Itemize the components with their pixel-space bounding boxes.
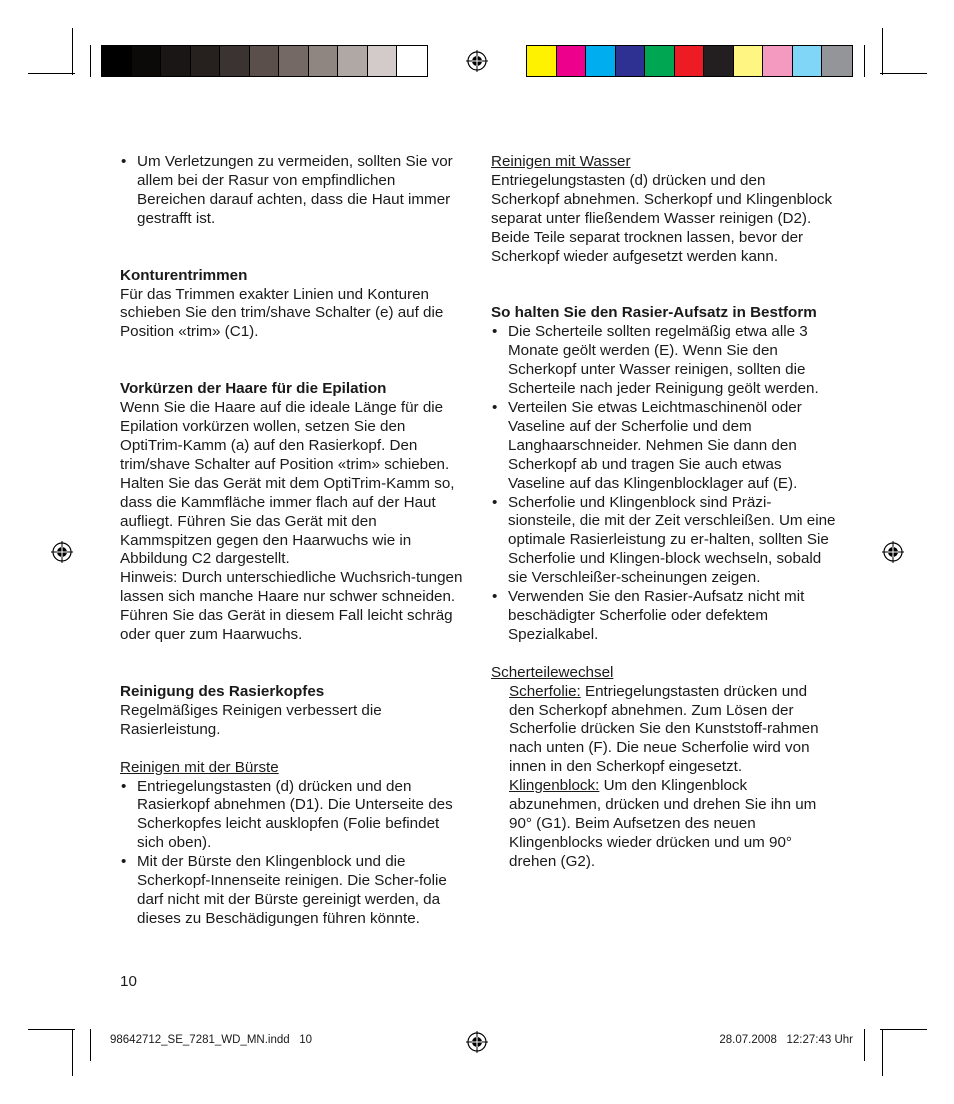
list-item: • Entriegelungstasten (d) drücken und den Rasierkopf abnehmen (D1). Die Unterseite des Scherkopfes leicht ausklopfen (Folie befindet sich oben).	[120, 778, 465, 854]
registration-mark-icon	[882, 541, 904, 563]
underlined-subheading: Scherteilewechsel	[491, 663, 614, 681]
list-item: • Die Scherteile sollten regelmäßig etwa alle 3 Monate geölt werden (E). Wenn Sie den Scherkopf unter Wasser reinigen, sollten die Scherteile nach jeder Reinigung geölt werden.	[491, 323, 836, 399]
subheading-brush	[120, 759, 465, 778]
color-swatch	[338, 46, 368, 76]
slug-file: 98642712_SE_7281_WD_MN.indd 10	[110, 1034, 313, 1046]
color-swatch	[220, 46, 250, 76]
color-swatch	[557, 46, 587, 76]
color-swatch	[645, 46, 675, 76]
registration-mark-icon	[466, 1031, 488, 1053]
crop-mark	[880, 1029, 927, 1030]
list-item: • Um Verletzungen zu vermeiden, sollten Sie vor allem bei der Rasur von empfindlichen Bereichen darauf achten, dass die Haut immer gestrafft ist.	[120, 153, 465, 229]
section-heading-cleaning: Reinigung des Rasierkopfes	[120, 682, 325, 700]
color-swatch	[704, 46, 734, 76]
color-swatch	[675, 46, 705, 76]
grayscale-color-bar	[101, 45, 428, 77]
color-swatch	[102, 46, 132, 76]
color-swatch	[132, 46, 162, 76]
crop-mark	[28, 1029, 75, 1030]
paragraph: Wenn Sie die Haare auf die ideale Länge für die Epilation vorkürzen wollen, setzen Sie den OptiTrim-Kamm (a) auf den Rasierkopf. Den trim/shave Schalter auf Position «trim» schieben.	[120, 399, 450, 473]
crop-mark	[72, 28, 73, 75]
page-number: 10	[120, 973, 137, 990]
section-heading-care: So halten Sie den Rasier-Aufsatz in Bestform	[491, 304, 817, 322]
section-heading-epilation: Vorkürzen der Haare für die Epilation	[120, 380, 387, 398]
crop-mark	[864, 45, 865, 77]
crop-mark	[864, 1029, 865, 1061]
paragraph: Entriegelungstasten (d) drücken und den Scherkopf abnehmen. Scherkopf und Klingenblock separat unter fließendem Wasser reinigen (D2). Beide Teile separat trocknen lassen, bevor der Scherkopf wieder aufgesetzt werden kann.	[491, 171, 833, 265]
color-swatch	[191, 46, 221, 76]
crop-mark	[880, 73, 927, 74]
crop-mark	[90, 45, 91, 77]
underlined-subheading: Reinigen mit der Bürste	[120, 758, 279, 776]
paragraph: Halten Sie das Gerät mit dem OptiTrim-Kamm so, dass die Kammfläche immer flach auf der Haut aufliegt. Führen Sie das Gerät mit den Kammspitzen gegen den Haarwuchs wie in Abbildung C2 dargestellt.	[120, 474, 455, 568]
crop-mark	[882, 28, 883, 75]
crop-mark	[882, 1029, 883, 1076]
label-block: Klingenblock:	[509, 777, 600, 795]
section-heading-contour: Konturentrimmen	[120, 266, 248, 284]
list-item: • Verwenden Sie den Rasier-Aufsatz nicht mit beschädigter Scherfolie oder defektem Spezialkabel.	[491, 588, 836, 645]
brush-list	[120, 778, 465, 929]
right-column	[491, 153, 836, 872]
list-item: • Scherfolie und Klingenblock sind Präzi-sionsteile, die mit der Zeit verschleißen. Um eine optimale Rasierleistung zu er-halten, sollten Sie Scherfolie und Klingen-block wechseln, sobald sie Verschleißer-scheinungen zeigen.	[491, 494, 836, 589]
color-swatch	[309, 46, 339, 76]
crop-mark	[72, 1029, 73, 1076]
color-swatch	[586, 46, 616, 76]
crop-mark	[28, 73, 75, 74]
crop-mark	[90, 1029, 91, 1061]
color-swatch	[368, 46, 398, 76]
text-block: Um den Klingenblock abzunehmen, drücken und drehen Sie ihn um 90° (G1). Beim Aufsetzen des neuen Klingenblocks wieder drücken und um 90° drehen (G2).	[509, 777, 817, 870]
subheading-water	[491, 153, 836, 172]
process-color-bar	[526, 45, 853, 77]
color-swatch	[527, 46, 557, 76]
paragraph-block	[491, 777, 836, 872]
care-list	[491, 323, 836, 644]
list-item: • Verteilen Sie etwas Leichtmaschinenöl oder Vaseline auf der Scherfolie und dem Langhaarschneider. Nehmen Sie dann den Scherkopf ab und tragen Sie auch etwas Vaseline auf das Klingenblocklager auf (E).	[491, 399, 836, 494]
text-foil: Entriegelungstasten drücken und den Scherkopf abnehmen. Zum Lösen der Scherfolie drücken Sie den Kunststoff-rahmen nach unten (F). Die neue Scherfolie wird von innen in den Scherkopf eingesetzt.	[509, 682, 819, 776]
color-swatch	[279, 46, 309, 76]
left-column	[120, 153, 465, 929]
color-swatch	[397, 46, 427, 76]
slug-date: 28.07.2008 12:27:43 Uhr	[719, 1034, 853, 1046]
registration-mark-icon	[51, 541, 73, 563]
color-swatch	[734, 46, 764, 76]
underlined-subheading: Reinigen mit Wasser	[491, 153, 631, 170]
color-swatch	[763, 46, 793, 76]
paragraph: Für das Trimmen exakter Linien und Konturen schieben Sie den trim/shave Schalter (e) auf die Position «trim» (C1).	[120, 285, 444, 341]
subheading-replace	[491, 664, 836, 683]
color-swatch	[250, 46, 280, 76]
label-foil: Scherfolie:	[509, 682, 581, 700]
paragraph: Hinweis: Durch unterschiedliche Wuchsrich-tungen lassen sich manche Haare nur schwer schneiden. Führen Sie das Gerät in diesem Fall leicht schräg oder quer zum Haarwuchs.	[120, 569, 463, 644]
color-swatch	[616, 46, 646, 76]
list-item: • Mit der Bürste den Klingenblock und die Scherkopf-Innenseite reinigen. Die Scher-folie darf nicht mit der Bürste gereinigt werden, da dieses zu Beschädigungen führen könnte.	[120, 853, 465, 929]
registration-mark-icon	[466, 50, 488, 72]
color-swatch	[822, 46, 852, 76]
paragraph-foil	[491, 683, 836, 778]
color-swatch	[161, 46, 191, 76]
color-swatch	[793, 46, 823, 76]
paragraph: Regelmäßiges Reinigen verbessert die Rasierleistung.	[120, 701, 382, 738]
intro-list	[120, 153, 465, 229]
